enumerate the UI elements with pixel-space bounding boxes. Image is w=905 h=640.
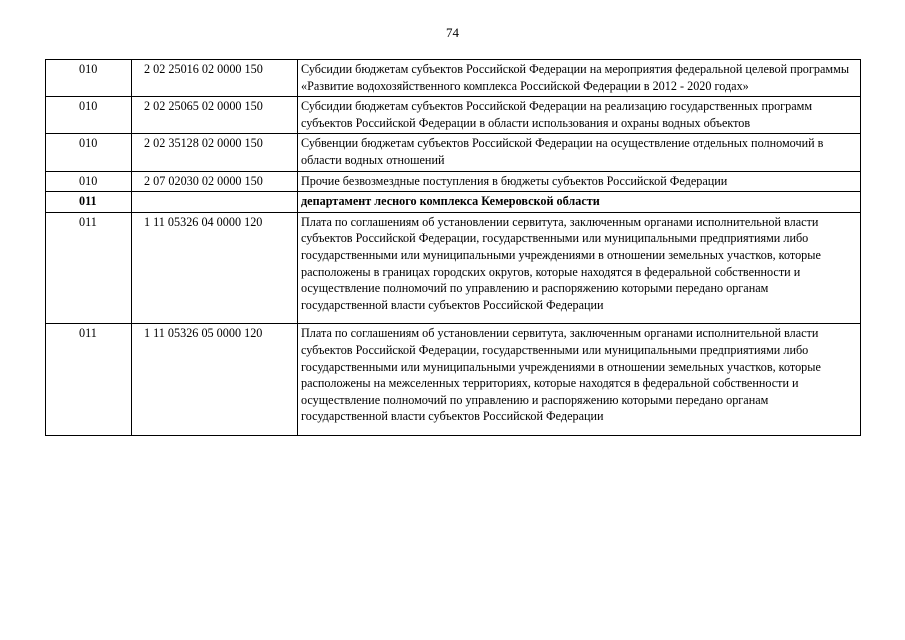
admin-code-cell: 010 — [46, 171, 132, 192]
revenue-code-cell: 2 02 25016 02 0000 150 — [132, 60, 298, 97]
revenue-code-cell: 1 11 05326 05 0000 120 — [132, 324, 298, 436]
table-row — [46, 212, 861, 324]
section-header-row — [46, 192, 861, 213]
admin-code-cell: 010 — [46, 60, 132, 97]
table-row — [46, 97, 861, 134]
revenue-name-cell: Плата по соглашениям об установлении сервитута, заключенным органами исполнительной власти субъектов Российской Федерации, государственными или муниципальными предприятиями либо государственными или муниципальными учреждениями в отношении земельных участков, которые расположены в границах городских округов, которые находятся в федеральной собственности и осуществление полномочий по управлению и распоряжению которыми передано органам государственной власти субъектов Российской Федерации — [298, 212, 861, 324]
admin-code-cell: 010 — [46, 134, 132, 171]
table-row — [46, 134, 861, 171]
table-row — [46, 324, 861, 436]
admin-code-cell: 011 — [46, 212, 132, 324]
revenue-name-cell: Субвенции бюджетам субъектов Российской Федерации на осуществление отдельных полномочий в области водных отношений — [298, 134, 861, 171]
revenue-code-cell: 1 11 05326 04 0000 120 — [132, 212, 298, 324]
revenue-name-cell: Прочие безвозмездные поступления в бюджеты субъектов Российской Федерации — [298, 171, 861, 192]
revenue-name-cell: Плата по соглашениям об установлении сервитута, заключенным органами исполнительной власти субъектов Российской Федерации, государственными или муниципальными предприятиями либо государственными или муниципальными учреждениями в отношении земельных участков, которые расположены на межселенных территориях, которые находятся в федеральной собственности и осуществление полномочий по управлению и распоряжению которыми передано органам государственной власти субъектов Российской Федерации — [298, 324, 861, 436]
page-number: 74 — [446, 25, 459, 40]
budget-revenue-table — [45, 59, 861, 436]
revenue-code-cell: 2 07 02030 02 0000 150 — [132, 171, 298, 192]
department-name-cell: департамент лесного комплекса Кемеровской области — [298, 192, 861, 213]
revenue-name-cell: Субсидии бюджетам субъектов Российской Федерации на мероприятия федеральной целевой программы «Развитие водохозяйственного комплекса Российской Федерации в 2012 - 2020 годах» — [298, 60, 861, 97]
revenue-code-cell: 2 02 25065 02 0000 150 — [132, 97, 298, 134]
table-row — [46, 171, 861, 192]
admin-code-cell: 011 — [46, 192, 132, 213]
admin-code-cell: 010 — [46, 97, 132, 134]
revenue-code-cell: 2 02 35128 02 0000 150 — [132, 134, 298, 171]
admin-code-cell: 011 — [46, 324, 132, 436]
table-row — [46, 60, 861, 97]
revenue-name-cell: Субсидии бюджетам субъектов Российской Федерации на реализацию государственных программ субъектов Российской Федерации в области использования и охраны водных объектов — [298, 97, 861, 134]
revenue-code-cell — [132, 192, 298, 213]
